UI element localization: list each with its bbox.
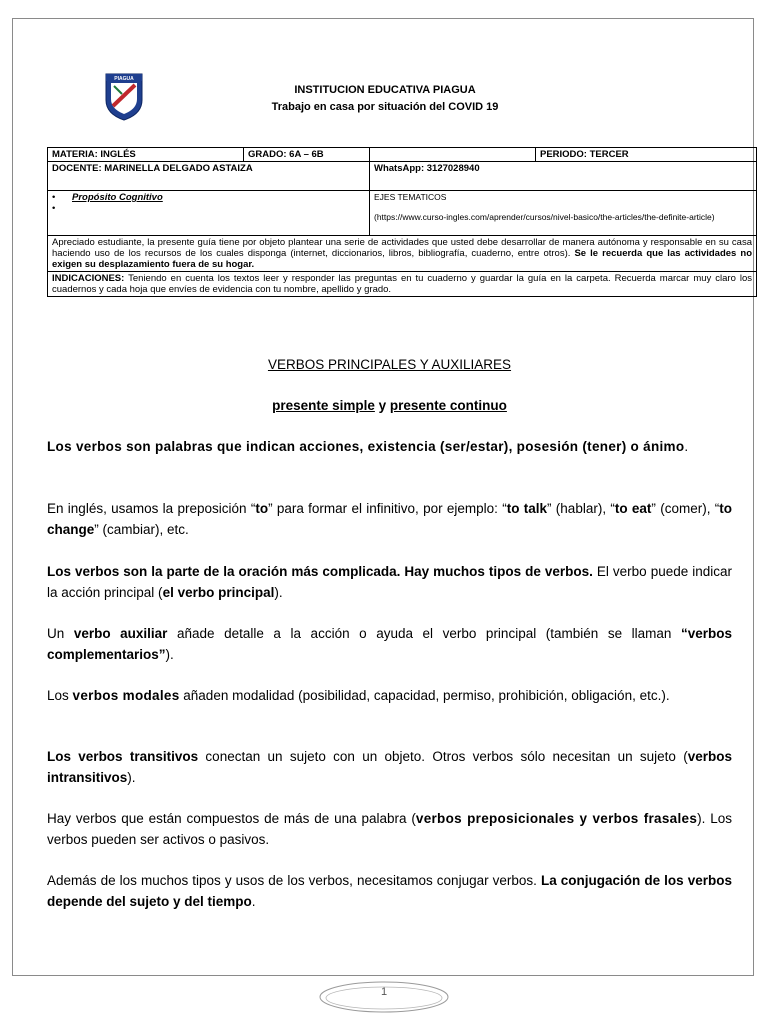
- p8-a: Además de los muchos tipos y usos de los verbos, necesitamos conjugar verbos.: [47, 873, 541, 888]
- sub-title: [47, 398, 732, 413]
- p8-bold: La conjugación de los verbos depende del sujeto y del tiempo: [47, 873, 732, 909]
- indicaciones-text: Teniendo en cuenta los textos leer y responder las preguntas en tu cuaderno y guardar la guía en la carpeta. Recuerda marcar muy claro los cuadernos y cada hoja que envíes de evidencia con tu nombre, apellido y grado.: [52, 273, 752, 295]
- paragraph-2: [47, 498, 732, 540]
- logo-text: PIAGUA: [114, 76, 134, 82]
- subtitle-and: y: [374, 398, 390, 413]
- paragraph-1: [47, 436, 732, 457]
- document-subtitle: Trabajo en casa por situación del COVID 19: [271, 101, 499, 113]
- p6-a: conectan un sujeto con un objeto. Otros verbos sólo necesitan un sujeto (: [198, 749, 688, 764]
- grado-cell: GRADO: 6A – 6B: [244, 148, 370, 162]
- materia-cell: MATERIA: INGLÉS: [48, 148, 244, 162]
- subtitle-part2: presente continuo: [389, 398, 507, 413]
- proposito-label: Propósito Cognitivo: [72, 192, 163, 203]
- p3-bold: Los verbos son la parte de la oración más complicada. Hay muchos tipos de verbos.: [47, 564, 593, 579]
- p4-c: ).: [165, 647, 174, 662]
- docente-cell: DOCENTE: MARINELLA DELGADO ASTAIZA: [48, 162, 370, 191]
- p4-bold2: “verbos complementarios”: [47, 626, 733, 662]
- p8-b: .: [251, 894, 256, 909]
- whatsapp-cell: WhatsApp: 3127028940: [370, 162, 757, 191]
- p3-a: El verbo puede indicar la acción principal (: [47, 564, 733, 600]
- paragraph-6: [47, 746, 732, 788]
- p5-a: Los: [47, 688, 73, 703]
- p6-bold: Los verbos transitivos: [47, 749, 199, 764]
- ejes-cell: [370, 191, 757, 236]
- p5-bold: verbos modales: [72, 688, 180, 703]
- paragraph-5: [47, 685, 732, 706]
- document-header: [160, 82, 610, 116]
- paragraph-3: [47, 561, 732, 603]
- p3-b: ).: [274, 585, 283, 600]
- institution-name: INSTITUCION EDUCATIVA PIAGUA: [294, 84, 476, 96]
- school-crest-logo: [102, 70, 146, 122]
- p2-to-talk: to talk: [506, 501, 548, 516]
- paragraph-7: [47, 808, 732, 850]
- p7-a: Hay verbos que están compuestos de más de una palabra (: [47, 811, 416, 826]
- p2-a: En inglés, usamos la preposición “: [47, 501, 256, 516]
- p2-to-change: to change: [47, 501, 732, 537]
- p6-b: ).: [127, 770, 136, 785]
- indicaciones-label: INDICACIONES:: [52, 273, 125, 284]
- page-number: 1: [380, 986, 388, 998]
- periodo-cell: PERIODO: TERCER: [536, 148, 757, 162]
- proposito-cell: • Propósito Cognitivo •: [48, 191, 370, 236]
- p2-c: ” (hablar), “: [547, 501, 615, 516]
- info-table: [47, 147, 757, 297]
- p1-end: .: [684, 439, 689, 454]
- p5-b: añaden modalidad (posibilidad, capacidad, permiso, prohibición, obligación, etc.).: [179, 688, 670, 703]
- p7-bold: verbos preposicionales y verbos frasales: [415, 811, 698, 826]
- paragraph-8: [47, 870, 732, 912]
- indicaciones-cell: [48, 272, 757, 297]
- p6-bold2: verbos intransitivos: [47, 749, 732, 785]
- intro-reminder: Se le recuerda que las actividades no exigen su desplazamiento fuera de su hogar.: [52, 248, 752, 270]
- paragraph-4: [47, 623, 732, 665]
- subtitle-part1: presente simple: [272, 398, 375, 413]
- p2-d: ” (comer), “: [651, 501, 720, 516]
- p4-bold: verbo auxiliar: [73, 626, 168, 641]
- main-title: VERBOS PRINCIPALES Y AUXILIARES: [267, 357, 512, 372]
- p1-bold: Los verbos son palabras que indican acciones, existencia (ser/estar), posesión (tener) o ánimo: [47, 439, 685, 454]
- ejes-label: EJES TEMATICOS: [374, 192, 447, 202]
- p7-b: ). Los verbos pueden ser activos o pasivos.: [47, 811, 732, 847]
- p2-to: to: [255, 501, 269, 516]
- p2-e: ” (cambiar), etc.: [94, 522, 189, 537]
- intro-text: Apreciado estudiante, la presente guía tiene por objeto plantear una serie de actividades que usted debe desarrollar de manera autónoma y responsable en su casa haciendo uso de los recursos de los cuales disponga (internet, diccionarios, libros, bibliografía, cuaderno, entre otros).: [52, 237, 752, 259]
- p2-to-eat: to eat: [614, 501, 652, 516]
- ejes-url: (https://www.curso-ingles.com/aprender/cursos/nivel-basico/the-articles/the-definite-article): [374, 212, 715, 222]
- p2-b: ” para formar el infinitivo, por ejemplo: “: [268, 501, 507, 516]
- p4-b: añade detalle a la acción o ayuda el verbo principal (también se llaman: [167, 626, 681, 641]
- intro-cell: [48, 236, 757, 272]
- p3-bold2: el verbo principal: [162, 585, 275, 600]
- p4-a: Un: [47, 626, 74, 641]
